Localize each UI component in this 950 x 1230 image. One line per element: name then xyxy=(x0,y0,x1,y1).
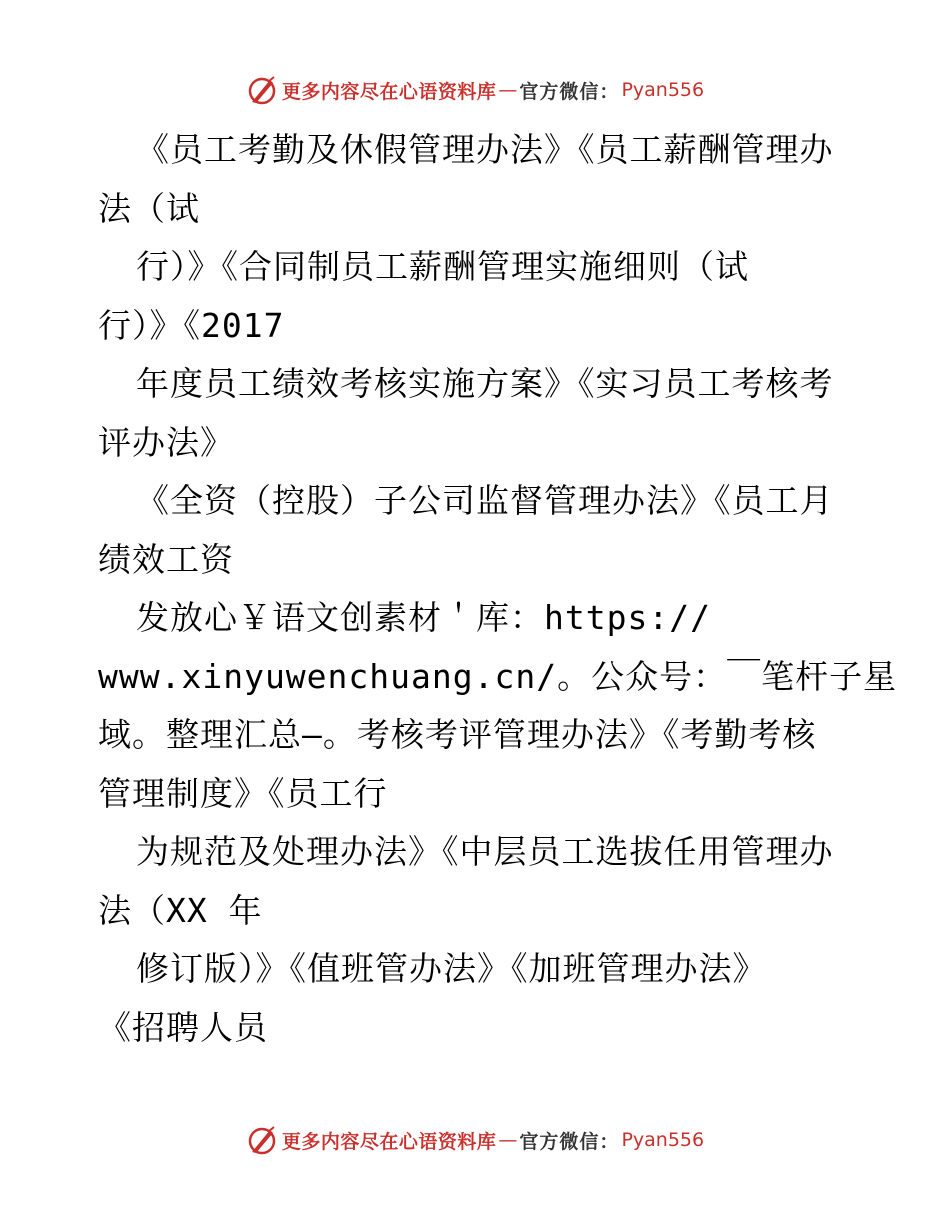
banner-brand: 更多内容尽在心语资料库 xyxy=(281,80,497,103)
banner-dash: — xyxy=(498,79,518,101)
banner-wechat-id: Pyan556 xyxy=(621,79,705,101)
banner-dash: — xyxy=(498,1129,518,1151)
text-line: 《员工考勤及休假管理办法》《员工薪酬管理办 xyxy=(136,130,834,169)
banner-wechat-id: Pyan556 xyxy=(621,1129,705,1151)
quill-pen-circle-icon xyxy=(246,74,278,106)
text-line: 行）》《2017 xyxy=(98,305,285,345)
text-line: 年度员工绩效考核实施方案》《实习员工考核考 xyxy=(136,364,834,403)
text-line: 修订版）》《值班管办法》《加班管理办法》 xyxy=(136,949,767,988)
text-line: 为规范及处理办法》《中层员工选拔任用管理办 xyxy=(136,832,834,871)
quill-pen-circle-icon xyxy=(246,1124,278,1156)
text-line: www.xinyuwenchuang.cn/。公众号：￣笔杆子星 xyxy=(98,656,898,696)
banner-official-label: 官方微信： xyxy=(519,1130,620,1153)
document-body xyxy=(98,121,898,1057)
text-line: 法（XX 年 xyxy=(98,890,263,930)
text-line: 法（试 xyxy=(98,188,200,228)
banner-brand: 更多内容尽在心语资料库 xyxy=(281,1130,497,1153)
header-banner xyxy=(0,70,950,110)
text-line: 发放心￥语文创素材＇库：https:// xyxy=(136,598,711,637)
text-line: 行）》《合同制员工薪酬管理实施细则（试 xyxy=(136,247,749,286)
text-line: 域。整理汇总—。考核考评管理办法》《考勤考核 xyxy=(98,715,817,754)
text-line: 评办法》 xyxy=(98,422,234,462)
text-line: 《全资（控股）子公司监督管理办法》《员工月 xyxy=(136,481,834,520)
text-line: 绩效工资 xyxy=(98,539,234,579)
text-line: 管理制度》《员工行 xyxy=(98,773,388,813)
banner-official-label: 官方微信： xyxy=(519,80,620,103)
text-line: 《招聘人员 xyxy=(98,1007,268,1047)
footer-banner xyxy=(0,1120,950,1160)
